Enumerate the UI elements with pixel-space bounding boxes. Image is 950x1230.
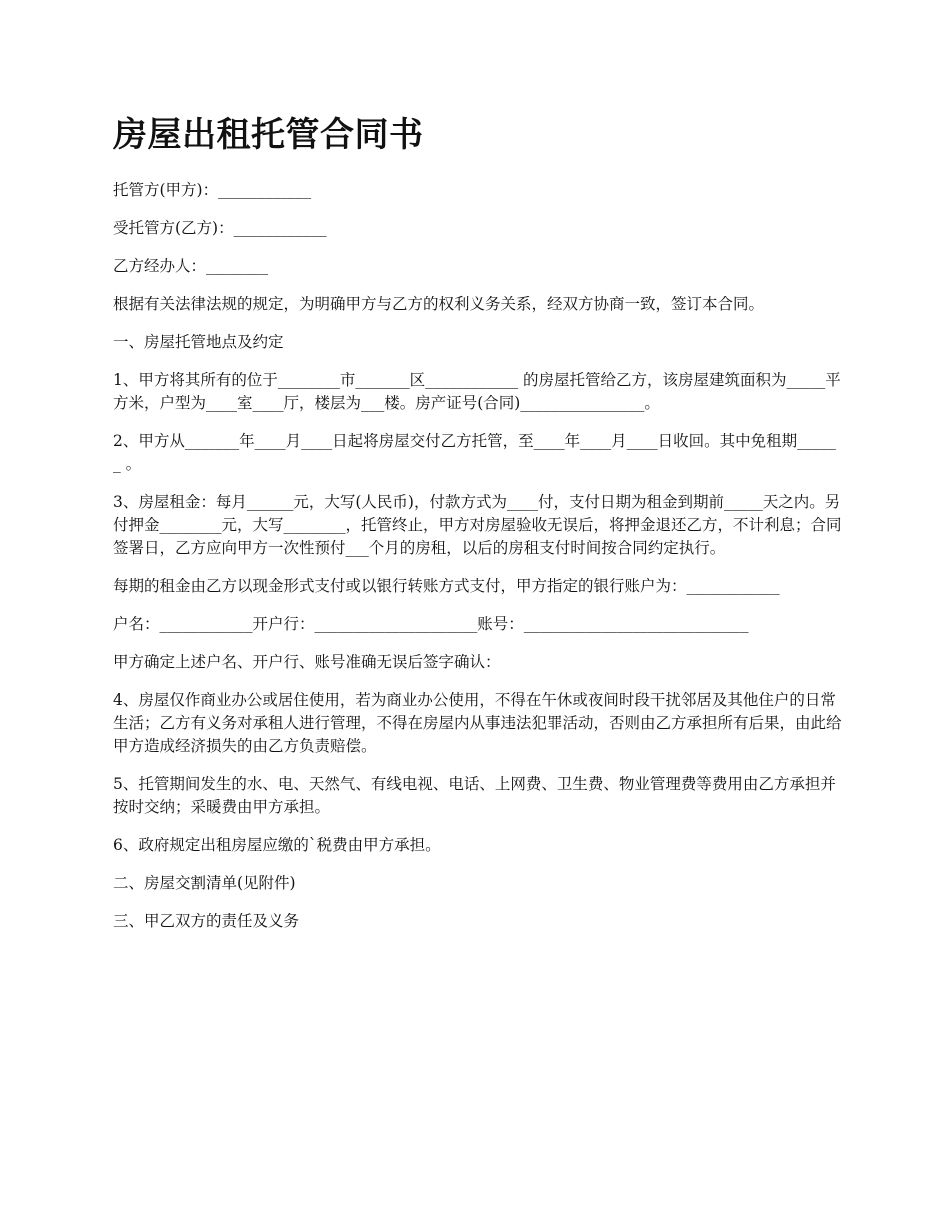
party-b-line: 受托管方(乙方)：____________ — [113, 219, 327, 237]
party-a-line: 托管方(甲方)：____________ — [113, 181, 312, 199]
bank-details-line: 户名：____________开户行：_____________________账号：_____________________________ — [113, 615, 749, 633]
clause-2: 2、甲方从_______年____月____日起将房屋交付乙方托管，至____年____月____日收回。其中免租期______ 。 — [113, 432, 836, 473]
party-b-agent-line: 乙方经办人：________ — [113, 257, 269, 275]
confirmation-line: 甲方确定上述户名、开户行、账号准确无误后签字确认： — [113, 653, 501, 671]
clause-3: 3、房屋租金：每月______元，大写(人民币)，付款方式为____付，支付日期为租金到期前_____天之内。另付押金________元，大写________，托管终止，甲方对房屋验收无误后，将押金退还乙方，不计利息；合同签署日，乙方应向甲方一次性预付___个月的房租，以后的房租支付时间按合同约定执行。 — [113, 493, 842, 557]
clause-1: 1、甲方将其所有的位于________市_______区____________ 的房屋托管给乙方，该房屋建筑面积为_____平方米，户型为____室____厅，楼层为___楼。房产证号(合同)________________。 — [113, 371, 841, 412]
clause-4: 4、房屋仅作商业办公或居住使用，若为商业办公使用，不得在午休或夜间时段干扰邻居及其他住户的日常生活；乙方有义务对承租人进行管理，不得在房屋内从事违法犯罪活动，否则由乙方承担所有后果，由此给甲方造成经济损失的由乙方负责赔偿。 — [113, 691, 842, 755]
section-heading-2: 二、房屋交割清单(见附件) — [113, 874, 296, 892]
document-title: 房屋出租托管合同书 — [113, 115, 424, 155]
clause-6: 6、政府规定出租房屋应缴的`税费由甲方承担。 — [113, 836, 441, 854]
section-heading-3: 三、甲乙双方的责任及义务 — [113, 912, 300, 930]
clause-5: 5、托管期间发生的水、电、天然气、有线电视、电话、上网费、卫生费、物业管理费等费用由乙方承担并按时交纳；采暖费由甲方承担。 — [113, 775, 836, 816]
preamble-paragraph: 根据有关法律法规的规定，为明确甲方与乙方的权利义务关系，经双方协商一致，签订本合同。 — [113, 295, 765, 313]
payment-account-paragraph: 每期的租金由乙方以现金形式支付或以银行转账方式支付，甲方指定的银行账户为：____________ — [113, 577, 780, 595]
section-heading-1: 一、房屋托管地点及约定 — [113, 333, 284, 351]
document-page — [113, 113, 843, 948]
